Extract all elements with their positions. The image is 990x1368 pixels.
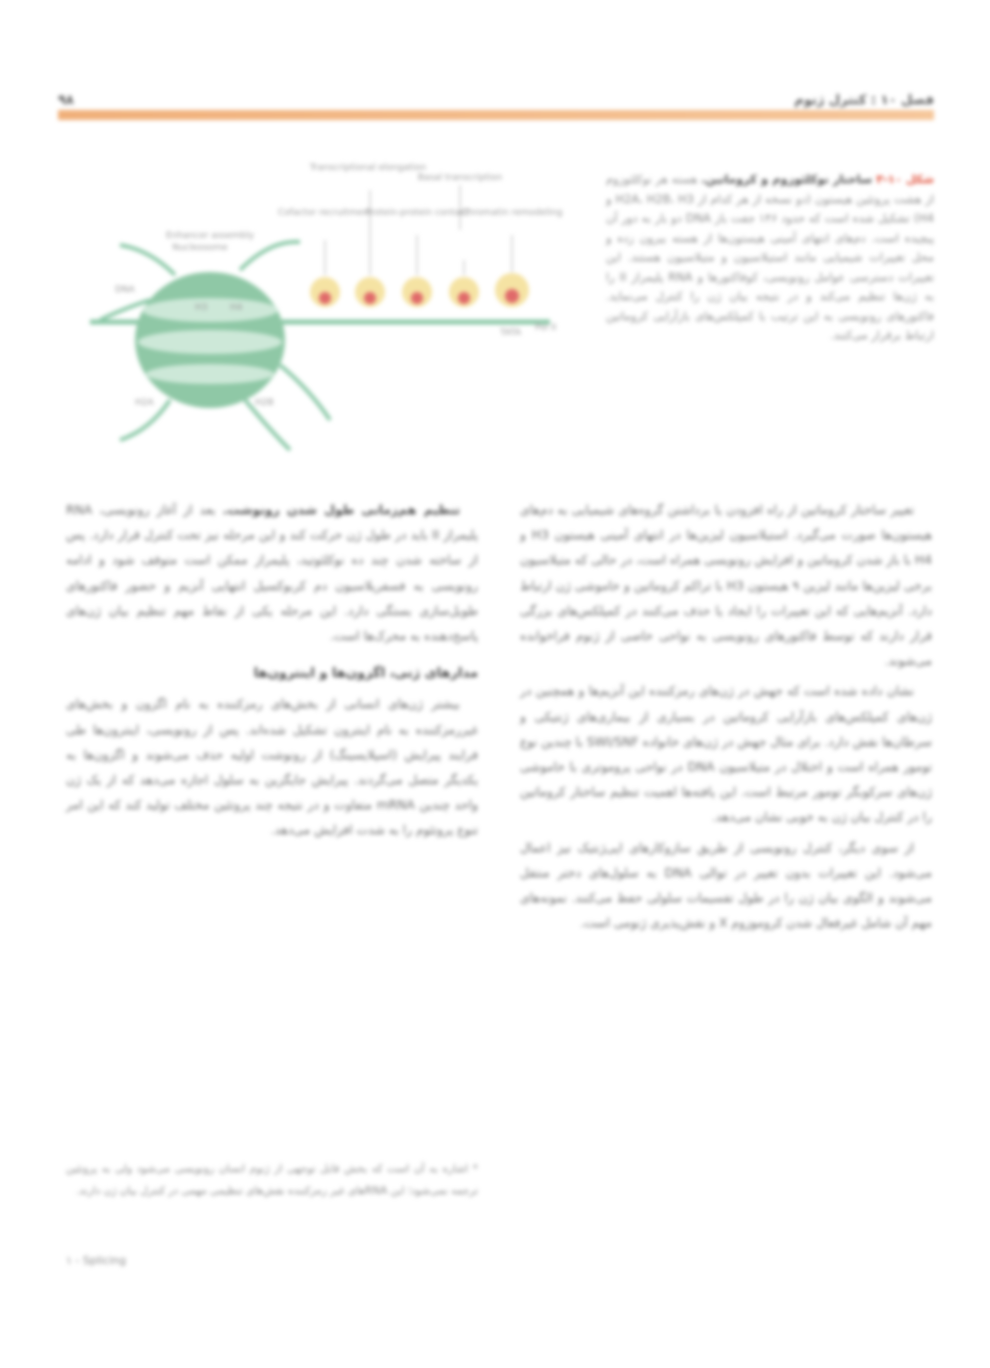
paragraph: نشان داده شده است که جهش در ژن‌های رمزکننده این آنزیم‌ها و همچنین در ژن‌های کمپلکس‌های بازآرایی کروماتین در بسیاری از بیماری‌های ژنتیکی و سرطان‌ها نقش دارد. برای مثال جهش در ژن‌های خانواده SWI/SNF با چندین نوع تومور همراه است و اختلال در متیلاسیون DNA در نواحی پروموتری با خاموشی ژن‌های سرکوبگر تومور مرتبط است. این یافته‌ها اهمیت تنظیم ساختار کروماتین را در کنترل بیان ژن به خوبی نشان می‌دهد. <box>520 684 932 825</box>
transcription-factors <box>310 273 529 307</box>
histone-tail <box>280 365 330 420</box>
caption-label: شکل ۱۰-۳ <box>876 172 934 186</box>
paragraph: تغییر ساختار کروماتین از راه افزودن یا برداشتن گروه‌های شیمیایی به دم‌های هیستون‌ها صورت می‌گیرد. استیلاسیون لیزین‌ها در انتهای آمینی هیستون H3 و H4 با باز شدن کروماتین و افزایش رونویسی همراه است، در حالی که متیلاسیون برخی لیزین‌ها مانند لیزین ۹ هیستون H3 با تراکم کروماتین و خاموشی ژن ارتباط دارد. آنزیم‌هایی که این تغییرات را ایجاد یا حذف می‌کنند در کمپلکس‌های بزرگی قرار دارند که توسط فاکتورهای رونویسی به نواحی خاصی از ژنوم فراخوانده می‌شوند. <box>520 503 933 669</box>
paragraph-text: بعد از آغاز رونویسی، RNA پلیمراز II باید در طول ژن حرکت کند و این مرحله نیز تحت کنترل قرار دارد. پس از ساخته شدن چند ده نوکلئوتید، پلیمراز ممکن است متوقف شود و ادامه رونویسی به فسفریلاسیون دم کربوکسیل انتهایی آنزیم و حضور فاکتورهای طویل‌سازی بستگی دارد. این مرحله یکی از نقاط مهم تنظیم بیان ژن‌های پاسخ‌دهنده به محرک‌ها است. <box>66 503 478 644</box>
label-h3: H3 <box>195 303 208 313</box>
page-number: ۹۸ <box>58 93 74 108</box>
label-h2a: H2A <box>135 398 154 408</box>
figure <box>80 150 580 460</box>
header-rule <box>58 110 934 120</box>
page-header <box>58 82 934 108</box>
section-heading: مدارهای ژنی، اگزون‌ها و اینترون‌ها <box>253 666 478 682</box>
footnote: * اشاره به آن است که بخش قابل توجهی از ژنوم انسان رونویسی می‌شود ولی به پروتئین ترجمه نمی‌شود؛ این RNAهای غیر رمزکننده نقش‌های تنظیمی مهمی در کنترل بیان ژن دارند. <box>66 1163 478 1197</box>
figure-caption <box>606 170 934 346</box>
paragraph: از سوی دیگر، کنترل رونویسی از طریق سازوکارهای اپی‌ژنتیک نیز اعمال می‌شود. این تغییرات بدون تغییر در توالی DNA به سلول‌های دختر منتقل می‌شوند و الگوی بیان ژن را در طول تقسیمات سلولی حفظ می‌کنند. نمونه‌های مهم آن شامل غیرفعال شدن کروموزوم X و نقش‌پذیری ژنومی است. <box>520 840 932 931</box>
text-column-right <box>520 498 932 941</box>
label-h4: H4 <box>230 303 243 313</box>
nucleosome-band <box>138 330 282 354</box>
nucleosome-diagram <box>80 150 580 460</box>
footer-reference: ۱ - Splicing <box>66 1254 127 1267</box>
histone-tail <box>120 245 175 275</box>
label-chromatin-remodeling: Chromatin remodeling <box>461 208 563 218</box>
text-column-left <box>66 498 478 849</box>
label-elongation: Transcriptional elongation <box>309 163 427 173</box>
label-h2b: H2B <box>255 398 274 408</box>
chapter-title: فصل ۱۰ : کنترل ژنوم <box>794 93 934 108</box>
caption-text: هسته هر نوکلئوزوم از هشت پروتئین هیستون (دو نسخه از هر کدام از H2A، H2B، H3 و H4) تشکیل شده است که حدود ۱۴۶ جفت باز DNA دو بار به دور آن پیچیده است. دم‌های انتهای آمینی هیستون‌ها از هسته بیرون زده و محل تغییرات شیمیایی مانند استیلاسیون و متیلاسیون هستند. این تغییرات دسترسی عوامل رونویسی، کوفاکتورها و RNA پلیمراز II را به ژن‌ها تنظیم می‌کند و در نتیجه بیان ژن را کنترل می‌نماید. فاکتورهای رونویسی به این ترتیب با کمپلکس‌های بازآرایی کروماتین ارتباط برقرار می‌کنند. <box>606 172 935 342</box>
paragraph-lead: تنظیم هم‌زمانی طول شدن رونوشت. <box>222 503 460 517</box>
label-tata: TATA <box>500 328 522 338</box>
nucleosome-band <box>142 298 278 322</box>
caption-title: ساختار نوکلئوزوم و کروماتین. <box>701 172 877 186</box>
label-pol-ii: Pol II <box>535 323 557 333</box>
histone-tail <box>240 242 300 270</box>
label-basal-transcription: Basal transcription <box>417 173 503 183</box>
label-protein-contact: Protein-protein contact <box>365 208 469 218</box>
paragraph <box>66 498 478 649</box>
label-dna: DNA <box>115 285 135 295</box>
label-cofactor: Cofactor recruitment <box>278 208 372 218</box>
paragraph: بیشتر ژن‌های انسانی از بخش‌های رمزکننده به نام اگزون و بخش‌های غیررمزکننده به نام اینترون تشکیل شده‌اند. پس از رونویسی، اینترون‌ها طی فرایند پیرایش (اسپلایسینگ) از رونوشت اولیه حذف می‌شوند و اگزون‌ها به یکدیگر متصل می‌گردند. پیرایش جایگزین به سلول اجازه می‌دهد که از یک ژن واحد چندین mRNA متفاوت و در نتیجه چند پروتئین مختلف تولید کند که این امر تنوع پروتئوم را به شدت افزایش می‌دهد. <box>66 697 478 838</box>
nucleosome-band <box>146 364 274 384</box>
label-enhancer: Enhancer assembly <box>165 231 255 241</box>
label-nucleosome: Nucleosome <box>172 243 228 253</box>
